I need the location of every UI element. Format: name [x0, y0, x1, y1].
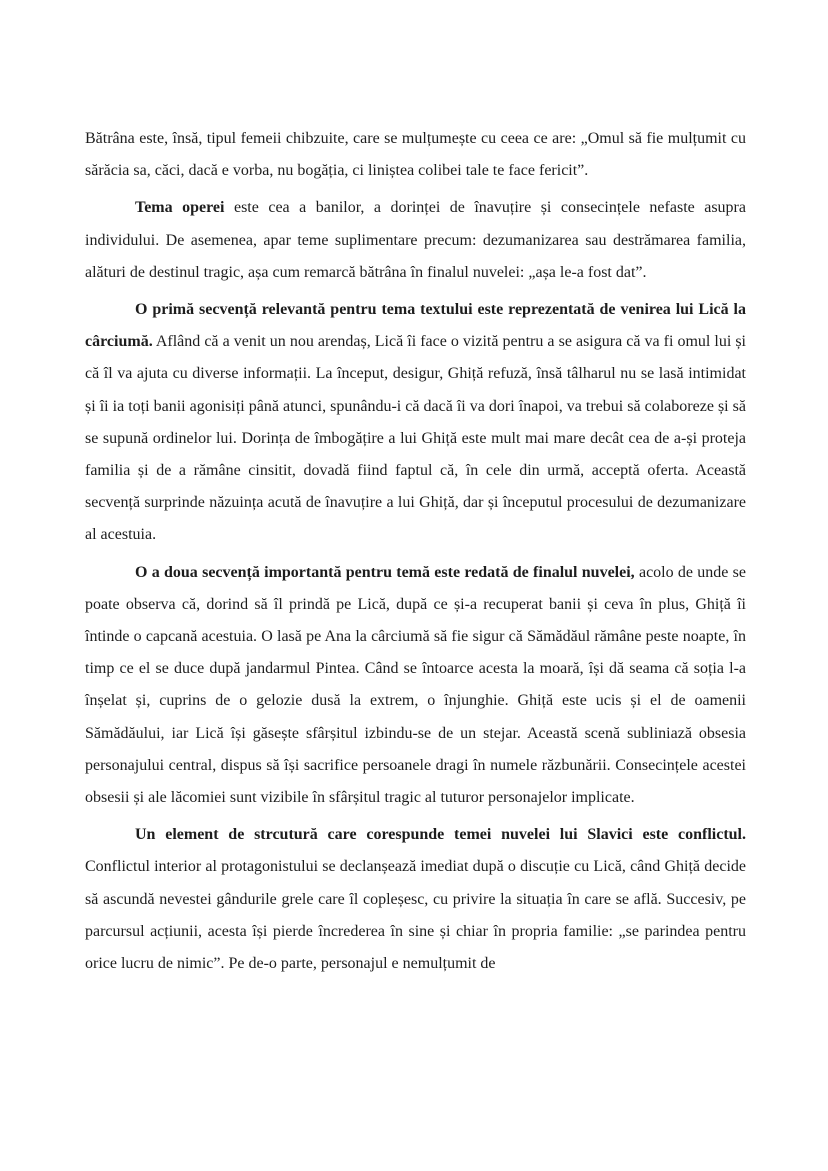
- paragraph: [85, 192, 746, 289]
- bold-text-segment: Un element de strcutură care corespunde temei nuvelei lui Slavici este conflictul.: [135, 826, 746, 844]
- paragraph: [85, 123, 746, 187]
- paragraph: [85, 557, 746, 815]
- paragraph: [85, 819, 746, 980]
- text-segment: Bătrâna este, însă, tipul femeii chibzuite, care se mulțumește cu ceea ce are: „Omul să fie mulțumit cu sărăcia sa, căci, dacă e vorba, nu bogăția, ci liniștea colibei tale te face fericit”.: [85, 130, 746, 180]
- text-segment: Conflictul interior al protagonistului se declanșează imediat după o discuție cu Lică, când Ghiță decide să ascundă nevestei gândurile grele care îl copleșesc, cu privire la situația în care se află. Succesiv, pe parcursul acțiunii, acesta își pierde încrederea în sine și chiar în propria familie: „se parindea pentru orice lucru de nimic”. Pe de-o parte, personajul e nemulțumit de: [85, 858, 746, 973]
- bold-text-segment: O primă secvență relevantă pentru tema textului este reprezentată de venirea lui Lică la cârciumă.: [85, 301, 746, 351]
- bold-text-segment: O a doua secvență importantă pentru temă este redată de finalul nuvelei,: [135, 563, 635, 581]
- text-segment: acolo de unde se poate observa că, dorind să îl prindă pe Lică, după ce și-a recuperat banii și ceva în plus, Ghiță îi întinde o capcană acestuia. O lasă pe Ana la cârciumă să fie sigur că Sămădăul rămâne peste noapte, în timp ce el se duce după jandarmul Pintea. Când se întoarce acesta la moară, își dă seama că soția l-a înșelat și, cuprins de o gelozie dusă la extrem, o înjunghie. Ghiță este ucis și el de oamenii Sămădăului, iar Lică își găsește sfârșitul izbindu-se de un stejar. Această scenă subliniază obsesia personajului central, dispus să își sacrifice persoanele dragi în numele răzbunării. Consecințele acestei obsesii și ale lăcomiei sunt vizibile în sfârșitul tragic al tuturor personajelor implicate.: [85, 563, 747, 807]
- document-body: [85, 123, 746, 985]
- text-segment: Aflând că a venit un nou arendaș, Lică îi face o vizită pentru a se asigura că va fi omul lui și că îl va ajuta cu diverse informații. La început, desigur, Ghiță refuză, însă tâlharul nu se lasă intimidat și îi ia toți banii agonisiți până atunci, spunându-i că dacă îi va dori înapoi, va trebui să colaboreze și să se supună ordinelor lui. Dorința de îmbogățire a lui Ghiță este mult mai mare decât cea de a-și proteja familia și de a rămâne cinsitit, dovadă fiind faptul că, în cele din urmă, acceptă oferta. Această secvență surprinde năzuința acută de înavuțire a lui Ghiță, dar și începutul procesului de dezumanizare al acestuia.: [85, 333, 746, 544]
- bold-text-segment: Tema operei: [135, 199, 225, 217]
- text-segment: este cea a banilor, a dorinței de înavuțire și consecințele nefaste asupra individului. De asemenea, apar teme suplimentare precum: dezumanizarea sau destrămarea familia, alături de destinul tragic, așa cum remarcă bătrâna în finalul nuvelei: „așa le-a fost dat”.: [85, 199, 746, 281]
- paragraph: [85, 294, 746, 552]
